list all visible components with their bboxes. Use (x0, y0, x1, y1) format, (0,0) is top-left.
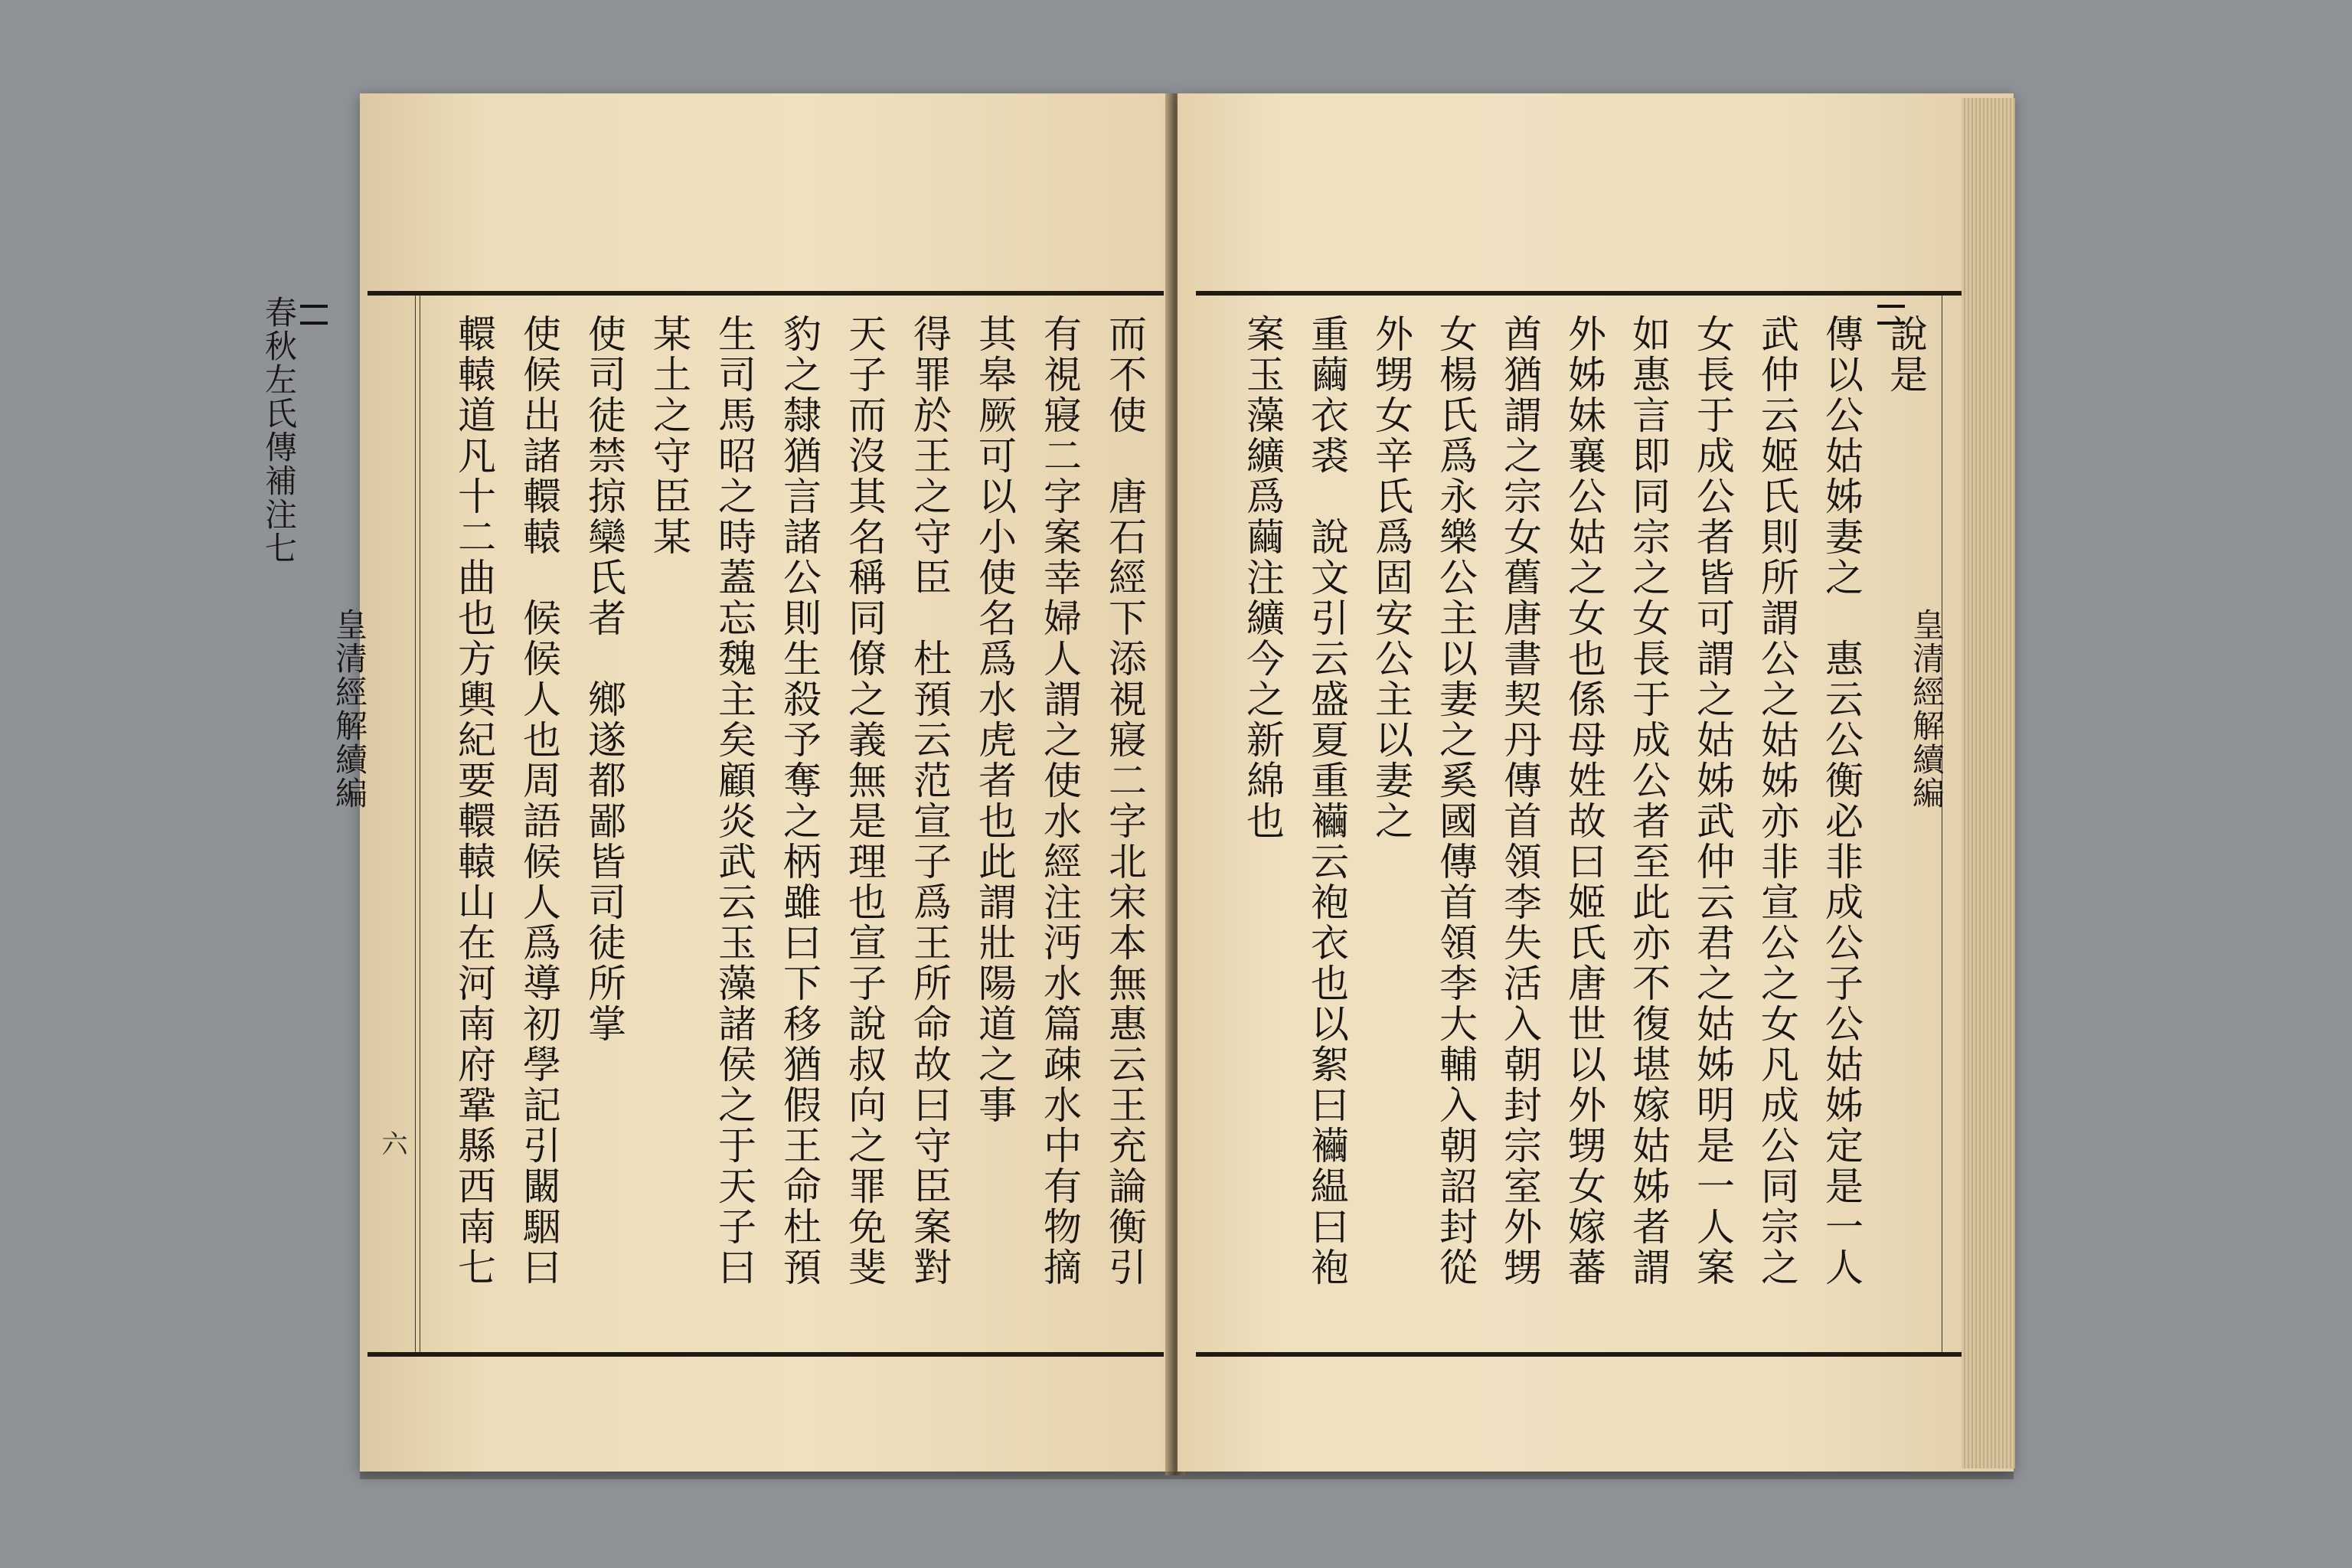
text-column: 女長于成公者皆可謂之姑姊武仲云君之姑姊明是一人案 (1690, 314, 1735, 1288)
spine-chapter: 春秋左氏傳補注七 (260, 296, 298, 565)
text-column: 而不使 唐石經下添視寢二字北宋本無惠云王充論衡引 (1102, 314, 1147, 1288)
text-column: 外甥女辛氏爲固安公主以妻之 (1369, 314, 1413, 841)
text-column: 案玉藻纊爲繭注纊今之新綿也 (1240, 314, 1285, 841)
left-page (260, 93, 1173, 1472)
text-column: 武仲云姬氏則所謂公之姑姊亦非宣公之女凡成公同宗之 (1755, 314, 1799, 1288)
left-page-spine (260, 296, 413, 1352)
fish-tail-mark (1877, 305, 1905, 325)
text-column: 外姊妹襄公姑之女也係母姓故曰姬氏唐世以外甥女嫁蕃 (1562, 314, 1606, 1288)
fish-tail-mark (300, 305, 328, 325)
open-book (260, 93, 2014, 1475)
text-column: 天子而沒其名稱同僚之義無是理也宣子說叔向之罪免斐 (842, 314, 887, 1288)
text-column: 有視寢二字案幸婦人謂之使水經注沔水篇疎水中有物摘 (1037, 314, 1082, 1288)
spine-book-title: 皇清經解續編 (331, 608, 368, 810)
right-page (1178, 93, 2014, 1472)
spine-book-title: 皇清經解續編 (1908, 608, 1945, 810)
right-page-frame (1196, 291, 1988, 1357)
text-column: 說是 (1883, 314, 1928, 395)
text-column: 豹之隸猶言諸公則生殺予奪之柄雖曰下移猶假王命杜預 (777, 314, 822, 1288)
page-edge-stack (1962, 98, 2015, 1468)
text-column: 酋猶謂之宗女舊唐書契丹傳首領李失活入朝封宗室外甥 (1498, 314, 1542, 1288)
text-column: 得罪於王之守臣 杜預云范宣子爲王所命故曰守臣案對 (907, 314, 952, 1288)
text-column: 傳以公姑姊妻之 惠云公衡必非成公子公姑姊定是一人 (1819, 314, 1864, 1288)
left-page-folio: 六 (377, 1130, 407, 1156)
text-column: 重繭衣裘 說文引云盛夏重襺云袍衣也以絮曰襺緼曰袍 (1305, 314, 1349, 1288)
text-column: 使候出諸轘轅 候候人也周語候人爲導初學記引闞駰曰 (517, 314, 561, 1288)
left-page-frame (260, 291, 1164, 1357)
text-column: 生司馬昭之時蓋忘魏主矣顧炎武云玉藻諸侯之于天子曰 (712, 314, 756, 1288)
text-column: 女楊氏爲永樂公主以妻之奚國傳首領李大輔入朝詔封從 (1433, 314, 1478, 1288)
text-column: 轘轅道凡十二曲也方輿紀要轘轅山在河南府鞏縣西南七 (452, 314, 496, 1288)
text-column: 某土之守臣某 (647, 314, 691, 557)
text-column: 如惠言即同宗之女長于成公者至此亦不復堪嫁姑姊者謂 (1626, 314, 1671, 1288)
text-column: 其皋厥可以小使名爲水虎者也此謂壯陽道之事 (972, 314, 1017, 1125)
text-column: 使司徒禁掠欒氏者 鄉遂都鄙皆司徒所掌 (582, 314, 626, 1044)
